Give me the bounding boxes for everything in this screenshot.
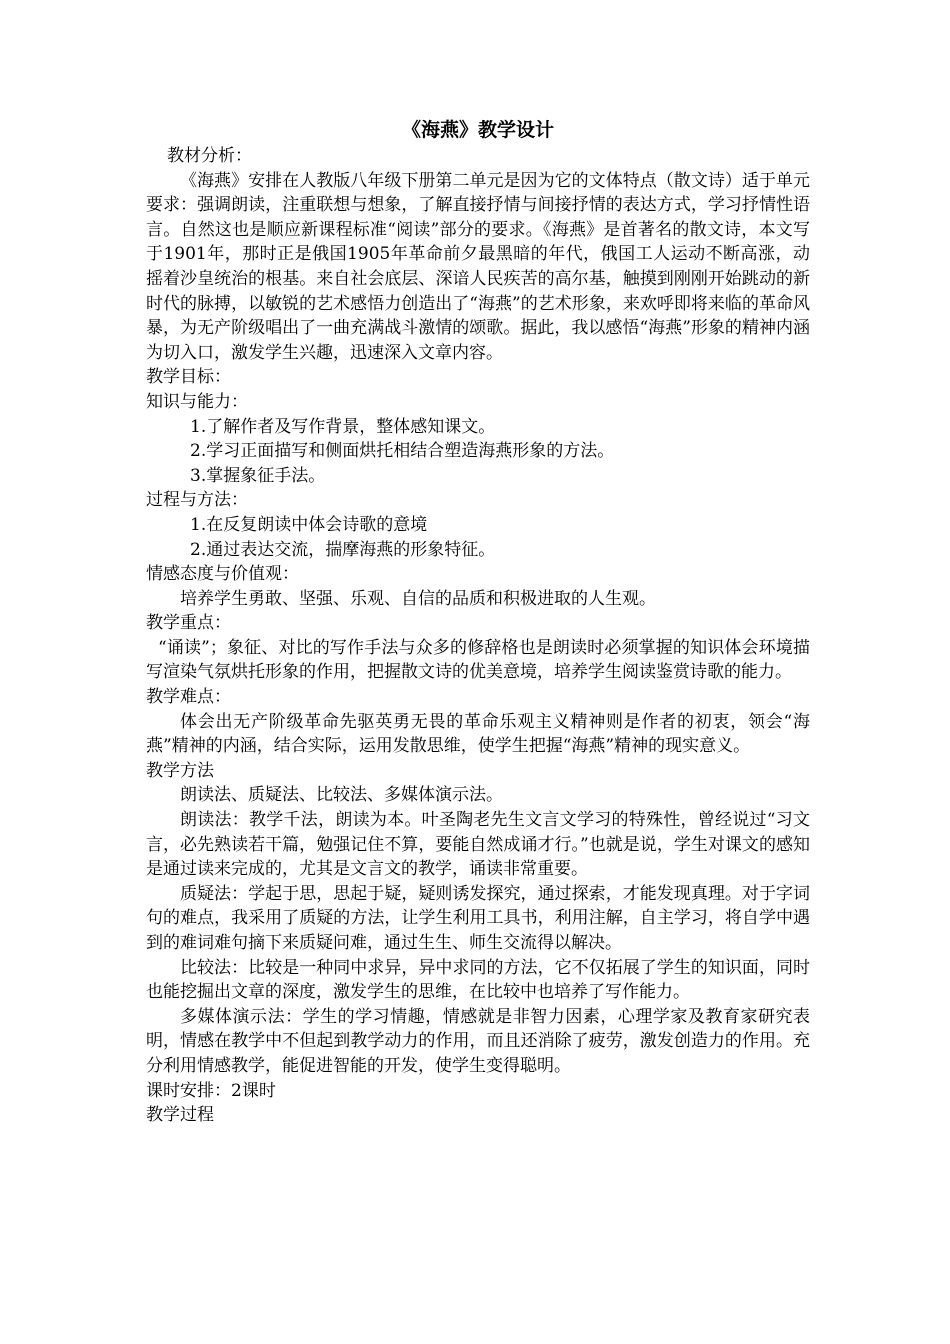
method-reading-paragraph: 朗读法：教学千法，朗读为本。叶圣陶老先生文言文学习的特殊性，曾经说过“习文言，必先熟读若干篇，勉强记住不算，要能自然成诵才行。”也就是说，学生对课文的感知是通过读来完成的，尤其是文言文的教学，诵读非常重要。 (146, 810, 810, 880)
material-analysis-heading: 教材分析： (167, 146, 252, 166)
method-media-paragraph: 多媒体演示法：学生的学习情趣，情感就是非智力因素，心理学家及教育家研究表明，情感在教学中不但起到教学动力的作用，而且还消除了疲劳，激发创造力的作用。充分利用情感教学，能促进智能的开发，使学生变得聪明。 (146, 1006, 810, 1076)
schedule-line: 课时安排：2课时 (146, 1080, 276, 1101)
key-point-paragraph: “诵读”；象征、对比的写作手法与众多的修辞格也是朗读时必须掌握的知识体会环境描写渲染气氛烘托形象的作用，把握散文诗的优美意境，培养学生阅读鉴赏诗歌的能力。 (146, 637, 810, 683)
teaching-process-heading: 教学过程 (146, 1105, 214, 1126)
goals-heading: 教学目标： (146, 367, 231, 388)
knowledge-item: 1.了解作者及写作背景，整体感知课文。 (190, 416, 496, 437)
knowledge-item: 3.掌握象征手法。 (190, 465, 326, 486)
document-page (146, 118, 810, 1128)
method-list: 朗读法、质疑法、比较法、多媒体演示法。 (180, 785, 503, 806)
knowledge-item: 2.学习正面描写和侧面烘托相结合塑造海燕形象的方法。 (190, 441, 615, 462)
material-analysis-paragraph: 《海燕》安排在人教版八年级下册第二单元是因为它的文体特点（散文诗）适于单元要求：强调朗读，注重联想与想象，了解直接抒情与间接抒情的表达方式，学习抒情性语言。自然这也是顺应新课程标准“阅读”部分的要求。《海燕》是首著名的散文诗，本文写于1901年，那时正是俄国1905年革命前夕最黑暗的年代，俄国工人运动不断高涨，动摇着沙皇统治的根基。来自社会底层、深谙人民疾苦的高尔基，触摸到刚刚开始跳动的新时代的脉搏，以敏锐的艺术感悟力创造出了“海燕”的艺术形象，来欢呼即将来临的革命风暴，为无产阶级唱出了一曲充满战斗激情的颂歌。据此，我以感悟“海燕”形象的精神内涵为切入口，激发学生兴趣，迅速深入文章内容。 (146, 170, 810, 363)
process-method-heading: 过程与方法： (146, 490, 248, 511)
emotion-paragraph: 培养学生勇敢、坚强、乐观、自信的品质和积极进取的人生观。 (180, 588, 656, 609)
method-compare-paragraph: 比较法：比较是一种同中求异，异中求同的方法，它不仅拓展了学生的知识面，同时也能挖掘出文章的深度，激发学生的思维，在比较中也培养了写作能力。 (146, 957, 810, 1003)
process-item: 2.通过表达交流，揣摩海燕的形象特征。 (190, 539, 496, 560)
difficulty-paragraph: 体会出无产阶级革命先驱英勇无畏的革命乐观主义精神则是作者的初衷，领会“海燕”精神的内涵，结合实际，运用发散思维，使学生把握“海燕”精神的现实意义。 (146, 711, 810, 757)
method-question-paragraph: 质疑法：学起于思，思起于疑，疑则诱发探究，通过探索，才能发现真理。对于字词句的难点，我采用了质疑的方法，让学生利用工具书，利用注解，自主学习，将自学中遇到的难词难句摘下来质疑问难，通过生生、师生交流得以解决。 (146, 883, 810, 953)
method-heading: 教学方法 (146, 760, 214, 781)
difficulty-heading: 教学难点： (146, 687, 231, 708)
knowledge-heading: 知识与能力： (146, 391, 248, 412)
key-point-heading: 教学重点： (146, 613, 231, 634)
process-item: 1.在反复朗读中体会诗歌的意境 (190, 514, 428, 535)
document-title: 《海燕》教学设计 (401, 119, 554, 141)
emotion-heading: 情感态度与价值观： (146, 564, 299, 585)
